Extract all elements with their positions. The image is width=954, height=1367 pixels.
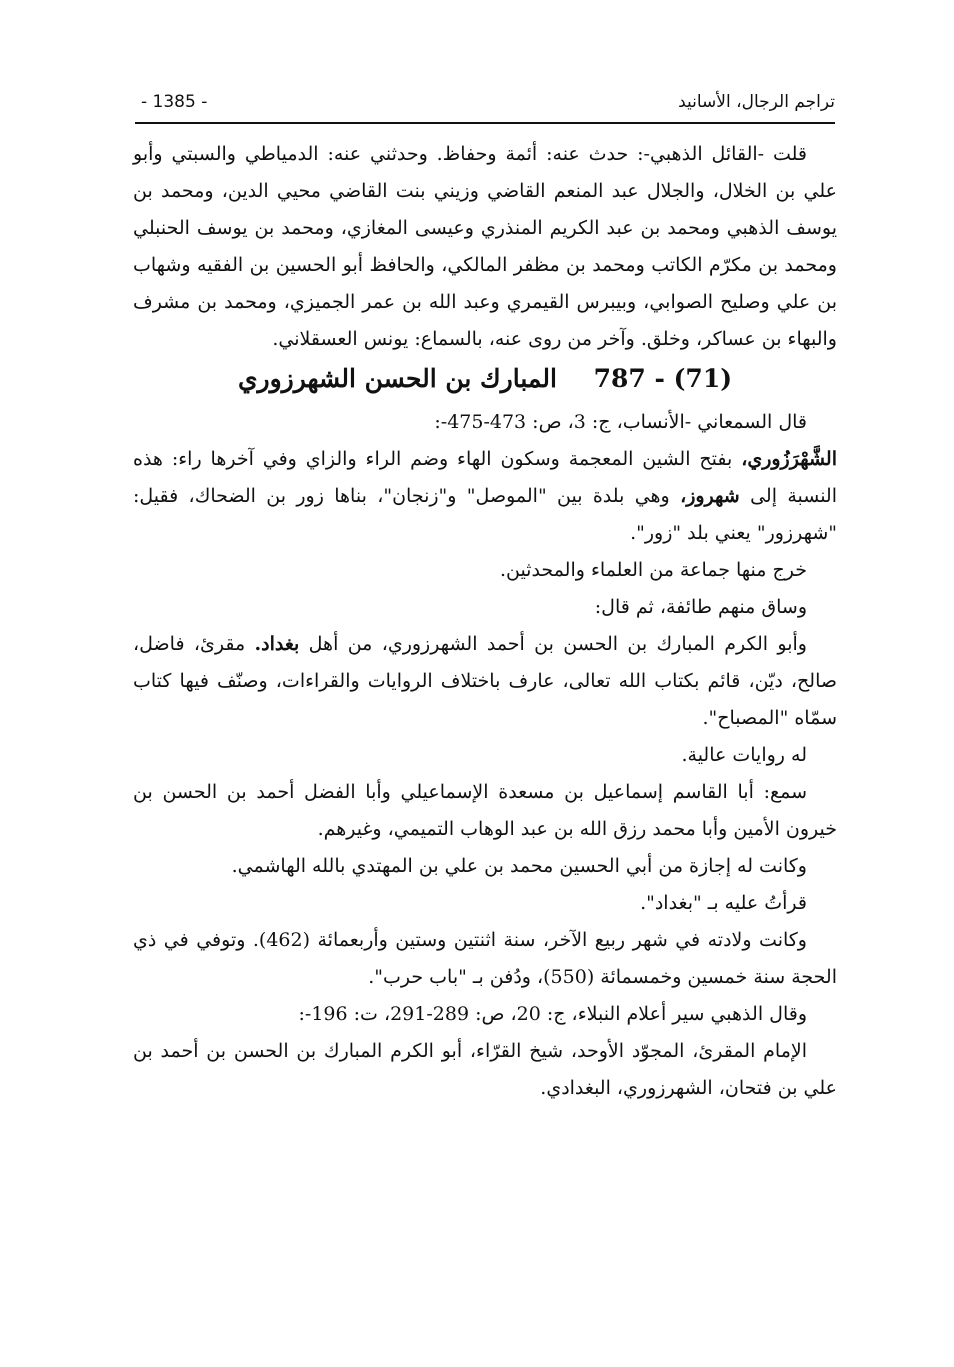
nisba-text-a: بفتح الشين المعجمة وسكون الهاء وضم الراء والزاي وفي آخرها راء: هذه النسبة إلى [133, 448, 837, 507]
nisba-text-b: وهي بلدة بين "الموصل" و"زنجان"، بناها زور بن الضحاك، فقيل: "شهرزور" يعني بلد "زور". [133, 485, 837, 544]
paragraph-nisba [133, 441, 837, 552]
paragraph-teachers: سمع: أبا القاسم إسماعيل بن مسعدة الإسماعيلي وأبا الفضل أحمد بن الحسن بن خيرون الأمين وأبا محمد رزق الله بن عبد الوهاب التميمي، وغيرهم. [133, 781, 837, 840]
body-text [133, 136, 837, 1107]
page-number: - 1385 - [141, 92, 208, 112]
source-citation-samani: قال السمعاني -الأنساب، ج: 3، ص: 473-475-: [434, 411, 807, 433]
source-citation-dhahabi: وقال الذهبي سير أعلام النبلاء، ج: 20، ص: 289-291، ت: 196-: [298, 1003, 807, 1025]
biography-text-a: وأبو الكرم المبارك بن الحسن بن أحمد الشهرزوري، من أهل [299, 633, 807, 655]
paragraph-reading: قرأتُ عليه بـ "بغداد". [640, 892, 807, 914]
paragraph-narrators: قلت -القائل الذهبي-: حدث عنه: أئمة وحفاظ. وحدثني عنه: الدمياطي والسبتي وأبو علي بن الخلال، والجلال عبد المنعم القاضي وزيني بنت القاضي محيي الدين، ومحمد بن يوسف الذهبي ومحمد بن عبد الكريم المنذري وعيسى المغازي، ومحمد بن يوسف الحنبلي ومحمد بن مكرّم الكاتب ومحمد بن مظفر المالكي، والحافظ أبو الحسين بن الفقيه وشهاب بن علي وصليح الصوابي، وبيبرس القيمري وعبد الله بن عمر الجميزي، ومحمد بن مشرف والبهاء بن عساكر، وخلق. وآخر من روى عنه، بالسماع: يونس العسقلاني. [133, 143, 837, 350]
paragraph-birth-death: وكانت ولادته في شهر ربيع الآخر، سنة اثنتين وستين وأربعمائة (462). وتوفي في ذي الحجة سنة خمسين وخمسمائة (550)، ودُفن بـ "باب حرب". [133, 929, 837, 988]
paragraph-biography [133, 626, 837, 737]
paragraph-list-intro: وساق منهم طائفة، ثم قال: [594, 596, 807, 618]
running-title: تراجم الرجال، الأسانيد [678, 92, 835, 112]
paragraph-narrations: له روايات عالية. [681, 744, 807, 766]
paragraph-dhahabi-entry: الإمام المقرئ، المجوّد الأوحد، شيخ القرّاء، أبو الكرم المبارك بن الحسن بن أحمد بن علي بن فتحان، الشهرزوري، البغدادي. [133, 1040, 837, 1099]
paragraph-ijaza: وكانت له إجازة من أبي الحسين محمد بن علي بن المهتدي بالله الهاشمي. [231, 855, 807, 877]
nisba-term: الشَّهْرَزُوري، [741, 448, 837, 470]
header-rule [135, 122, 835, 124]
entry-name: المبارك بن الحسن الشهرزوري [237, 364, 557, 393]
biography-text-b: مقرئ، فاضل، صالح، ديّن، قائم بكتاب الله تعالى، عارف باختلاف الروايات والقراءات، وصنّف فيها كتاب سمّاه "المصباح". [133, 633, 837, 729]
paragraph-scholars: خرج منها جماعة من العلماء والمحدثين. [499, 559, 807, 581]
entry-number: 787 - (71) [593, 364, 733, 393]
city-name: بغداد. [254, 633, 300, 655]
page-header [135, 88, 835, 116]
entry-title [133, 358, 837, 400]
place-name: شهروز، [680, 485, 740, 507]
